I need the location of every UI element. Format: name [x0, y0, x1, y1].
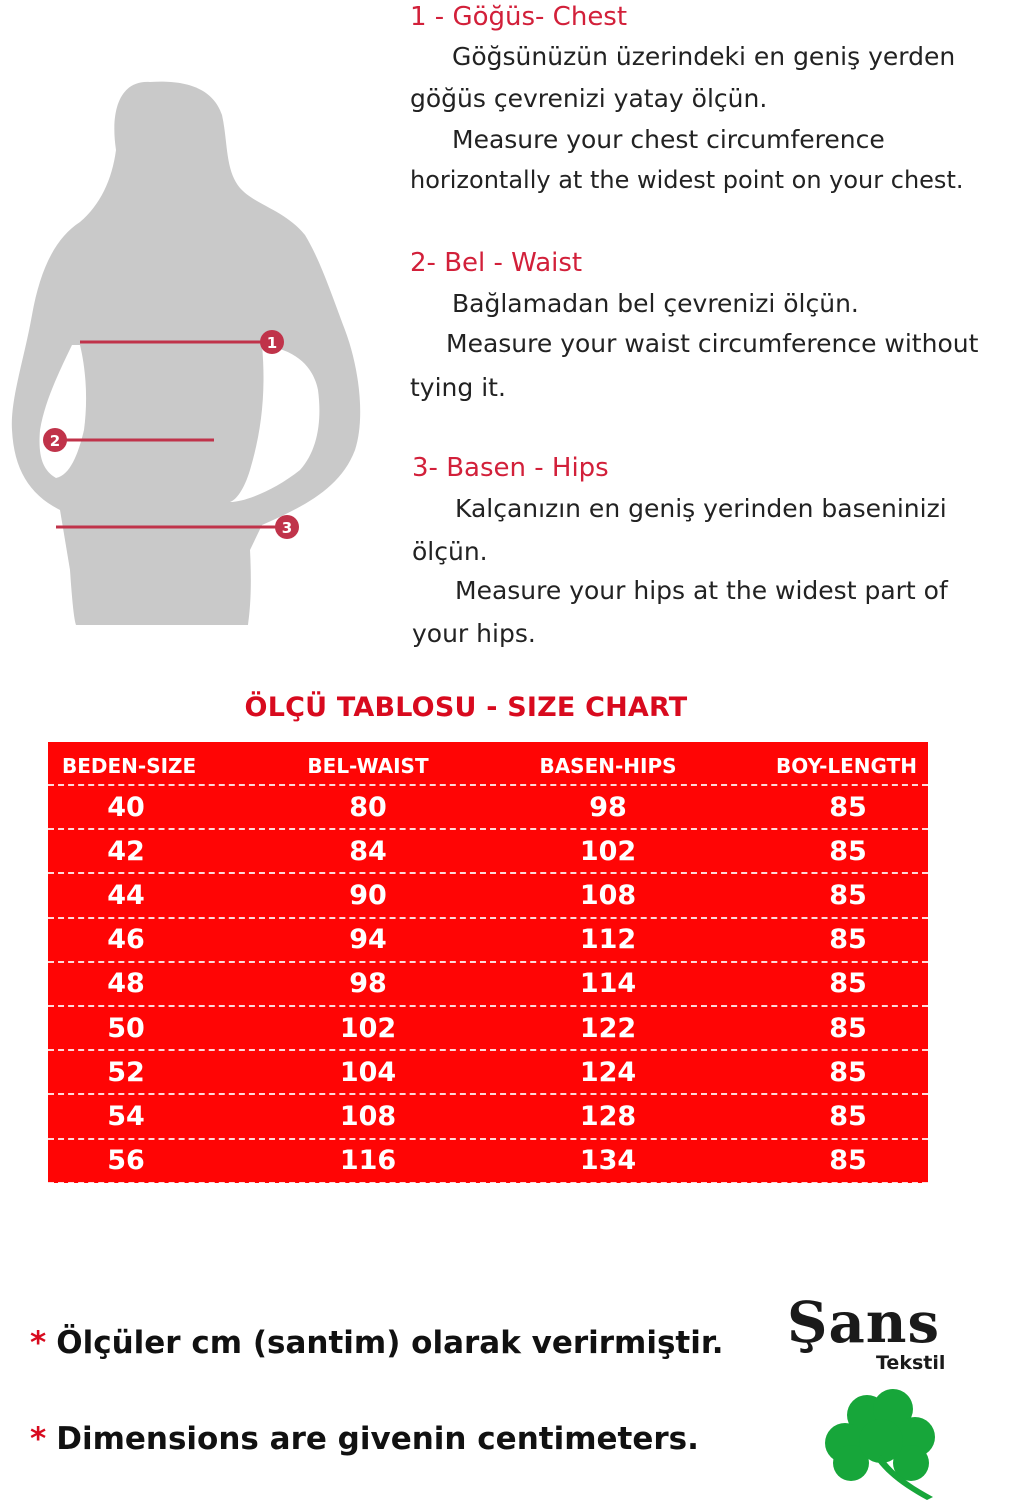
table-row	[48, 1007, 928, 1051]
cell-size: 42	[107, 835, 145, 867]
cell-length: 85	[829, 879, 867, 911]
waist-text-en-1: Measure your waist circumference without	[446, 329, 979, 358]
size-chart-table	[48, 742, 928, 1183]
cell-waist: 108	[339, 1100, 397, 1132]
chest-marker-label: 1	[266, 334, 278, 352]
hips-text-en-2: your hips.	[412, 619, 536, 648]
note-turkish	[30, 1325, 724, 1361]
table-row	[48, 874, 928, 918]
cell-length: 85	[829, 791, 867, 823]
cell-size: 46	[107, 924, 145, 956]
size-chart-title: ÖLÇÜ TABLOSU - SIZE CHART	[244, 692, 688, 723]
cell-size: 50	[107, 1012, 145, 1044]
chest-text-en-1: Measure your chest circumference	[452, 125, 885, 154]
waist-text-en-2: tying it.	[410, 373, 506, 402]
cell-waist: 84	[349, 835, 387, 867]
table-row	[48, 1140, 928, 1184]
hips-title: 3- Basen - Hips	[412, 453, 609, 483]
cell-size: 56	[107, 1145, 145, 1177]
cell-hips: 114	[579, 968, 637, 1000]
waist-title: 2- Bel - Waist	[410, 248, 583, 278]
waist-marker-label: 2	[49, 432, 61, 450]
hips-marker-label: 3	[281, 519, 293, 537]
waist-text-tr-1: Bağlamadan bel çevrenizi ölçün.	[452, 289, 859, 318]
brand-logo-subtitle: Tekstil	[876, 1352, 946, 1374]
cell-length: 85	[829, 1056, 867, 1088]
table-row	[48, 1095, 928, 1139]
cell-hips: 124	[579, 1056, 637, 1088]
header-hips: BASEN-HIPS	[539, 754, 677, 778]
note-english	[30, 1421, 699, 1457]
cell-hips: 108	[579, 879, 637, 911]
hips-text-tr-1: Kalçanızın en geniş yerinden baseninizi	[455, 494, 947, 523]
table-row	[48, 1051, 928, 1095]
chest-text-tr-1: Göğsünüzün üzerindeki en geniş yerden	[452, 42, 956, 71]
cell-length: 85	[829, 1145, 867, 1177]
table-row	[48, 786, 928, 830]
cell-hips: 134	[579, 1145, 637, 1177]
hips-text-en-1: Measure your hips at the widest part of	[455, 576, 948, 605]
body-silhouette	[0, 70, 380, 630]
cell-length: 85	[829, 1100, 867, 1132]
cell-hips: 98	[589, 791, 627, 823]
brand-logo-name: Şans	[787, 1290, 940, 1356]
header-waist: BEL-WAIST	[307, 754, 429, 778]
cell-size: 44	[107, 879, 145, 911]
cell-hips: 112	[579, 924, 637, 956]
cell-waist: 102	[339, 1012, 397, 1044]
cell-size: 48	[107, 968, 145, 1000]
cell-waist: 98	[349, 968, 387, 1000]
note-star-1: *	[30, 1325, 47, 1361]
cell-hips: 122	[579, 1012, 637, 1044]
cell-hips: 128	[579, 1100, 637, 1132]
note-star-2: *	[30, 1421, 47, 1457]
note-turkish-text: Ölçüler cm (santim) olarak verirmiştir.	[56, 1325, 724, 1361]
cell-size: 40	[107, 791, 145, 823]
cell-length: 85	[829, 968, 867, 1000]
cell-waist: 90	[349, 879, 387, 911]
cell-waist: 116	[339, 1145, 397, 1177]
cell-size: 52	[107, 1056, 145, 1088]
cell-length: 85	[829, 1012, 867, 1044]
table-row	[48, 963, 928, 1007]
hips-text-tr-2: ölçün.	[412, 537, 488, 566]
header-length: BOY-LENGTH	[776, 754, 917, 778]
chest-title: 1 - Göğüs- Chest	[410, 2, 628, 32]
note-english-text: Dimensions are givenin centimeters.	[56, 1421, 699, 1457]
silhouette-shape	[12, 82, 360, 625]
header-size: BEDEN-SIZE	[62, 754, 197, 778]
cell-waist: 94	[349, 924, 387, 956]
cell-size: 54	[107, 1100, 145, 1132]
clover-icon	[815, 1385, 950, 1500]
cell-waist: 104	[339, 1056, 397, 1088]
table-row	[48, 919, 928, 963]
cell-waist: 80	[349, 791, 387, 823]
cell-length: 85	[829, 924, 867, 956]
cell-hips: 102	[579, 835, 637, 867]
cell-length: 85	[829, 835, 867, 867]
table-row	[48, 830, 928, 874]
table-header-row	[48, 742, 928, 786]
chest-text-en-2: horizontally at the widest point on your chest.	[410, 166, 964, 194]
chest-text-tr-2: göğüs çevrenizi yatay ölçün.	[410, 84, 768, 113]
